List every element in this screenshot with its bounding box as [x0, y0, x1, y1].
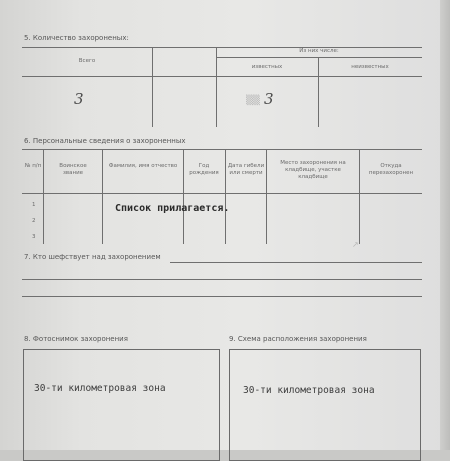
header-rank: Воинское звание	[59, 163, 87, 176]
list-attached-note: Список прилагается.	[115, 203, 230, 214]
s6-vline-2	[102, 149, 103, 244]
section-5-title: 5. Количество захороненых:	[24, 34, 129, 42]
scheme-box	[229, 349, 421, 461]
section-7-title: 7. Кто шефствует над захоронением	[24, 253, 161, 261]
header-death-date: Дата гибели или смерти	[227, 163, 265, 176]
section-8-title: 8. Фотоснимок захоронения	[24, 335, 128, 343]
section-6-title: 6. Персональные сведения о захороненных	[24, 137, 186, 145]
total-value: 3	[74, 90, 85, 108]
header-number: № п/п	[24, 163, 42, 169]
col-total-header: Всего	[78, 58, 96, 64]
photo-box-note: 30-ти километровая зона	[34, 383, 166, 394]
header-reburied-from: Откуда перезахоронен	[368, 163, 414, 176]
s6-vline-3	[183, 149, 184, 244]
col-including-header: Из них числе:	[299, 48, 339, 54]
header-birth-year: Год рождения	[189, 163, 219, 176]
s6-header-line	[22, 193, 422, 194]
s5-vline-1	[152, 47, 153, 127]
s6-vline-5	[266, 149, 267, 244]
page-edge	[440, 0, 450, 450]
row-number-3: 3	[32, 234, 36, 240]
col-known-header: известных	[251, 64, 283, 70]
row-number-2: 2	[32, 218, 36, 224]
header-name: Фамилия, имя отчество	[108, 163, 178, 169]
s6-vline-1	[43, 149, 44, 244]
photo-box	[23, 349, 220, 461]
faint-erased-mark: ▒▒	[246, 96, 260, 106]
s5-subheader-line	[216, 57, 422, 58]
row-number-1: 1	[32, 202, 36, 208]
s5-vline-2	[216, 47, 217, 127]
known-value: 3	[264, 90, 275, 108]
col-unknown-header: неизвестных	[351, 64, 389, 70]
section-9-title: 9. Схема расположения захоронения	[229, 335, 367, 343]
header-burial-place: Место захоронения на кладбище, участке кладбище	[280, 160, 346, 180]
s5-header-line	[22, 76, 422, 77]
s7-fill-line-2	[22, 279, 422, 280]
s7-fill-line-1	[170, 262, 422, 263]
s7-fill-line-3	[22, 296, 422, 297]
faint-corner-mark: ↗	[352, 240, 359, 249]
s6-vline-6	[359, 149, 360, 244]
scheme-box-note: 30-ти километровая зона	[243, 385, 375, 396]
s6-top-line	[22, 149, 422, 150]
